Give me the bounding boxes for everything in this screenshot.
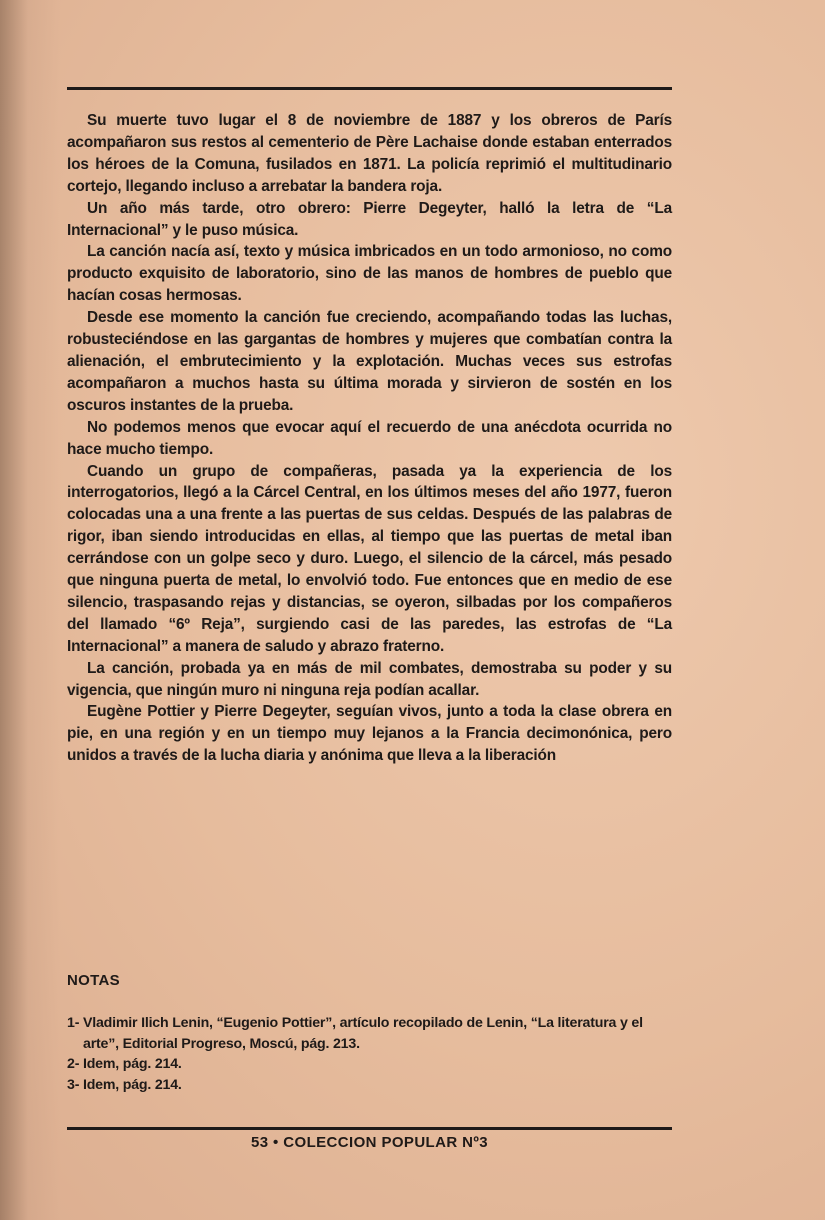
note-2: 2- Idem, pág. 214. xyxy=(67,1056,182,1072)
paragraph-1: Su muerte tuvo lugar el 8 de noviembre de 1887 y los obreros de París acompañaron sus restos al cementerio de Père Lachaise donde estaban enterrados los héroes de la Comuna, fusilados en 1871. La policía reprimió el multitudinario cortejo, llegando incluso a arrebatar la bandera roja. xyxy=(67,112,672,195)
body-text xyxy=(67,110,672,767)
note-3: 3- Idem, pág. 214. xyxy=(67,1076,182,1093)
paragraph-6: Cuando un grupo de compañeras, pasada ya la experiencia de los interrogatorios, llegó a la Cárcel Central, en los últimos meses del año 1977, fueron colocadas una a una frente a las puertas de sus celdas. Después de las palabras de rigor, iban siendo introducidas en ellas, al tiempo que las puertas de metal iban cerrándose con un golpe seco y duro. Luego, el silencio de la cárcel, más pesado que ninguna puerta de metal, lo envolvió todo. Fue entonces que en medio de ese silencio, traspasando rejas y distancias, se oyeron, silbadas por los compañeros del llamado “6º Reja”, surgiendo casi de las paredes, las estrofas de “La Internacional” a manera de saludo y abrazo fraterno. xyxy=(67,462,672,655)
top-rule xyxy=(67,87,672,90)
paragraph-5: No podemos menos que evocar aquí el recuerdo de una anécdota ocurrida no hace mucho tiempo. xyxy=(67,418,672,458)
notes-section xyxy=(67,972,672,1095)
paragraph-4: Desde ese momento la canción fue creciendo, acompañando todas las luchas, robusteciéndose en las gargantas de hombres y mujeres que combatían contra la alienación, el embrutecimiento y la explotación. Muchas veces sus estrofas acompañaron a muchos hasta su última morada y sirvieron de sostén en los oscuros instantes de la prueba. xyxy=(67,309,672,414)
bottom-rule xyxy=(67,1127,672,1130)
paragraph-7: La canción, probada ya en más de mil combates, demostraba su poder y su vigencia, que ningún muro ni ninguna reja podían acallar. xyxy=(67,659,672,699)
page-footer: 53 • COLECCION POPULAR Nº3 xyxy=(251,1134,488,1151)
paragraph-8: Eugène Pottier y Pierre Degeyter, seguían vivos, junto a toda la clase obrera en pie, en una región y en un tiempo muy lejanos a la Francia decimonónica, pero unidos a través de la lucha diaria y anónima que lleva a la liberación xyxy=(67,703,672,765)
paragraph-3: La canción nacía así, texto y música imbricados en un todo armonioso, no como producto exquisito de laboratorio, sino de las manos de hombres de pueblo que hacían cosas hermosas. xyxy=(67,243,672,305)
note-1: 1- Vladimir Ilich Lenin, “Eugenio Pottier”, artículo recopilado de Lenin, “La literatura y el arte”, Editorial Progreso, Moscú, pág. 213. xyxy=(67,1015,643,1052)
notes-heading: NOTAS xyxy=(67,972,120,989)
paragraph-2: Un año más tarde, otro obrero: Pierre Degeyter, halló la letra de “La Internacional” y le puso música. xyxy=(67,199,672,239)
